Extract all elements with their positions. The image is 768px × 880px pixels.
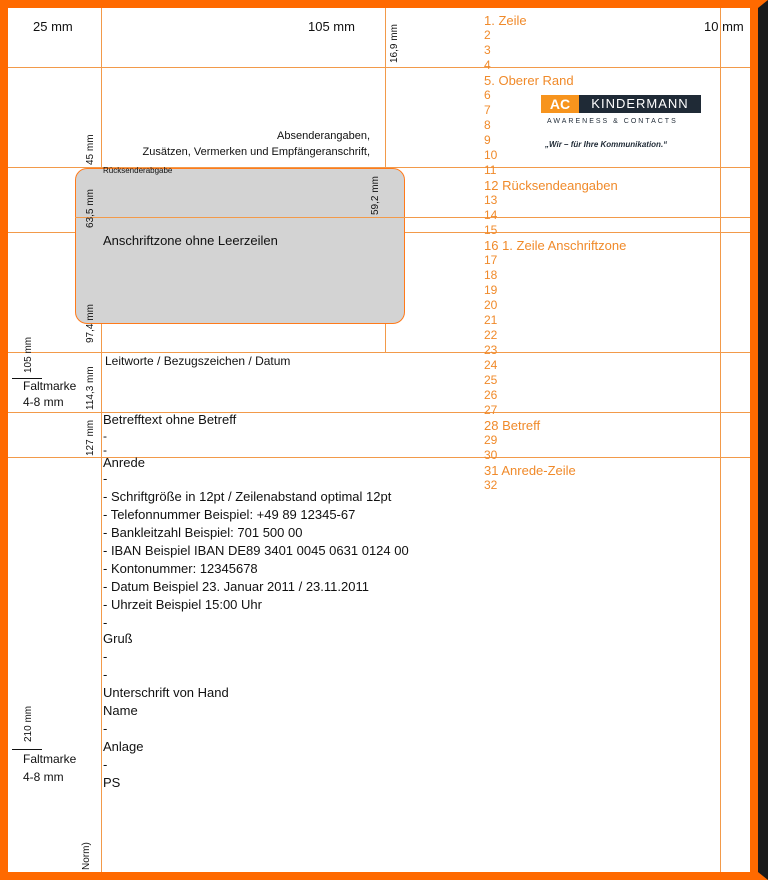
fold-mark-2-label: Faltmarke <box>23 752 77 766</box>
logo-ac-mark: AC <box>541 95 579 113</box>
logo-slogan: „Wir – für Ihre Kommunikation.“ <box>545 140 668 149</box>
guide-line-top-margin <box>8 67 750 68</box>
line-number-20: 20 <box>484 298 498 312</box>
ps-label: PS <box>103 775 121 790</box>
measure-norm: Norm) <box>81 842 92 870</box>
middle-measure: 105 mm <box>308 19 355 34</box>
guide-line-left-margin <box>101 8 102 872</box>
reference-label: Leitworte / Bezugszeichen / Datum <box>105 354 291 368</box>
measure-127mm: 127 mm <box>85 419 96 456</box>
company-logo <box>541 95 701 155</box>
body-dash-4: - <box>103 667 108 682</box>
line-number-14: 14 <box>484 208 498 222</box>
measure-59-2mm: 59,2 mm <box>370 176 381 215</box>
top-offset-measure: 16,9 mm <box>389 24 400 63</box>
fold-mark-1-label: Faltmarke <box>23 379 77 393</box>
line-number-8: 8 <box>484 118 491 132</box>
measure-97-4mm: 97,4 mm <box>85 304 96 343</box>
body-item-3: - Bankleitzahl Beispiel: 701 500 00 <box>103 525 303 540</box>
guide-line-reference <box>8 352 750 353</box>
body-item-5: - Kontonummer: 12345678 <box>103 561 258 576</box>
line-number-16: 16 1. Zeile Anschriftzone <box>484 238 627 253</box>
subject-label: Betrefftext ohne Betreff <box>103 412 237 427</box>
line-number-22: 22 <box>484 328 498 342</box>
body-item-4: - IBAN Beispiel IBAN DE89 3401 0045 0631 0124 00 <box>103 543 409 558</box>
body-dash-2: - <box>103 615 108 630</box>
return-address-label: Rücksenderabgabe <box>103 166 173 175</box>
line-number-23: 23 <box>484 343 498 357</box>
body-item-1: - Schriftgröße in 12pt / Zeilenabstand optimal 12pt <box>103 489 392 504</box>
line-number-15: 15 <box>484 223 498 237</box>
line-number-6: 6 <box>484 88 491 102</box>
body-item-2: - Telefonnummer Beispiel: +49 89 12345-67 <box>103 507 356 522</box>
line-number-27: 27 <box>484 403 498 417</box>
line-number-4: 4 <box>484 58 491 72</box>
measure-105mm: 105 mm <box>23 336 34 373</box>
logo-company-name: KINDERMANN <box>579 95 701 113</box>
line-number-31: 31 Anrede-Zeile <box>484 463 576 478</box>
measure-210mm: 210 mm <box>23 705 34 742</box>
line-number-24: 24 <box>484 358 498 372</box>
logo-tagline: AWARENESS & CONTACTS <box>547 118 678 125</box>
measure-45mm: 45 mm <box>85 134 96 165</box>
subject-dash-1: - <box>103 429 107 443</box>
line-number-5: 5. Oberer Rand <box>484 73 574 88</box>
line-number-1: 1. Zeile <box>484 13 527 28</box>
fold-mark-2-range: 4-8 mm <box>23 770 64 784</box>
body-dash-6: - <box>103 757 108 772</box>
salutation: Anrede <box>103 455 145 470</box>
line-number-32: 32 <box>484 478 498 492</box>
line-number-21: 21 <box>484 313 498 327</box>
left-margin-measure: 25 mm <box>33 19 73 34</box>
line-number-7: 7 <box>484 103 491 117</box>
signature-label: Unterschrift von Hand <box>103 685 229 700</box>
line-number-17: 17 <box>484 253 498 267</box>
body-item-7: - Uhrzeit Beispiel 15:00 Uhr <box>103 597 262 612</box>
line-number-13: 13 <box>484 193 498 207</box>
line-number-19: 19 <box>484 283 498 297</box>
line-number-12: 12 Rücksendeangaben <box>484 178 618 193</box>
greeting: Gruß <box>103 631 133 646</box>
line-number-26: 26 <box>484 388 498 402</box>
line-number-2: 2 <box>484 28 491 42</box>
line-number-30: 30 <box>484 448 498 462</box>
body-dash-5: - <box>103 721 108 736</box>
body-dash-3: - <box>103 649 108 664</box>
line-number-25: 25 <box>484 373 498 387</box>
body-dash-1: - <box>103 471 108 486</box>
subject-dash-2: - <box>103 443 107 457</box>
fold-mark-2-tick <box>12 749 42 750</box>
address-zone-label: Anschriftzone ohne Leerzeilen <box>103 233 278 248</box>
fold-mark-1-range: 4-8 mm <box>23 395 64 409</box>
attachment-label: Anlage <box>103 739 144 754</box>
right-margin-measure: 10 mm <box>704 19 744 34</box>
guide-line-right-margin <box>720 8 721 872</box>
line-number-9: 9 <box>484 133 491 147</box>
measure-63-5mm: 63,5 mm <box>85 189 96 228</box>
sender-info-line2: Zusätzen, Vermerken und Empfängeranschrift, <box>142 146 370 158</box>
line-number-18: 18 <box>484 268 498 282</box>
line-number-10: 10 <box>484 148 498 162</box>
line-number-11: 11 <box>484 163 497 177</box>
measure-114-3mm: 114,3 mm <box>85 366 96 410</box>
body-item-6: - Datum Beispiel 23. Januar 2011 / 23.11.2011 <box>103 579 369 594</box>
line-number-29: 29 <box>484 433 498 447</box>
line-number-3: 3 <box>484 43 491 57</box>
name-label: Name <box>103 703 138 718</box>
address-window-divider <box>75 217 405 218</box>
sender-info-line1: Absenderangaben, <box>277 130 370 142</box>
line-number-28: 28 Betreff <box>484 418 541 433</box>
